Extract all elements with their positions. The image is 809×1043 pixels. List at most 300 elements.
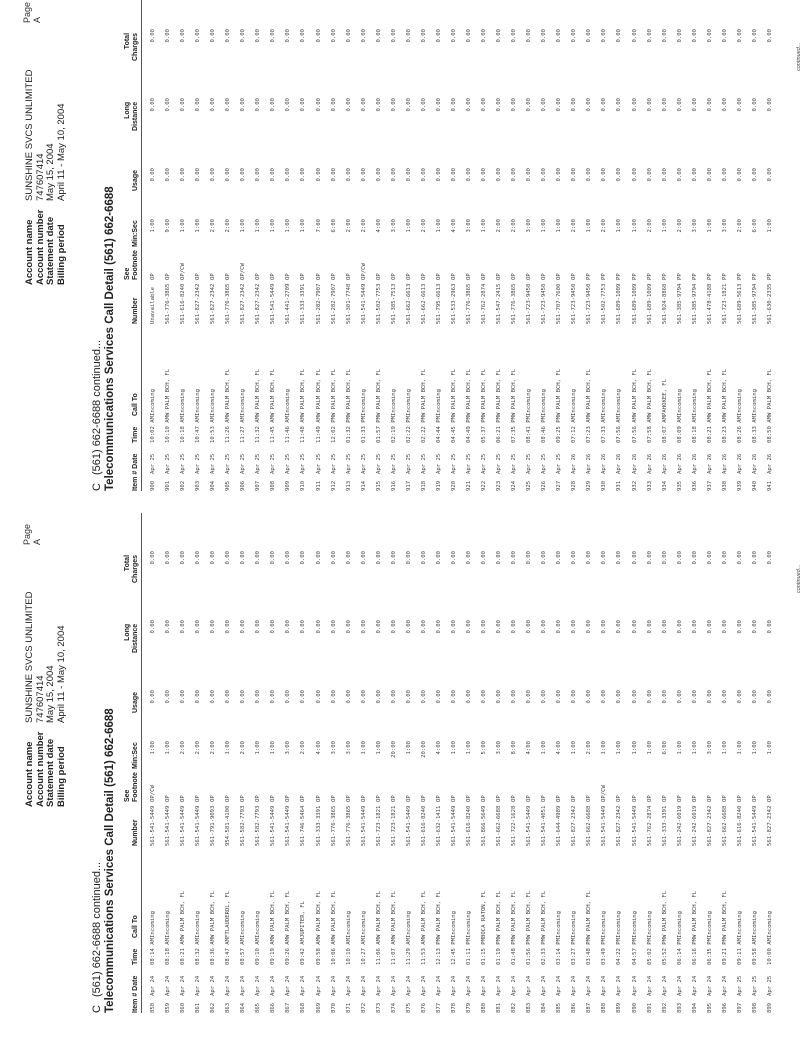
item-number-cell: 908 [270, 480, 277, 491]
usage-cell: 0.00 [556, 690, 563, 704]
footnote-cell: OP [165, 795, 172, 802]
usage-cell: 0.00 [571, 168, 578, 182]
col-item-date: Item # Date [131, 975, 139, 1013]
item-number-cell: 909 [285, 480, 292, 491]
call-to-cell: Incoming [601, 389, 608, 416]
phone-number-cell: 561-723-9450 [571, 283, 578, 324]
min-sec-cell: 1:00 [616, 741, 623, 755]
call-date-cell: Apr 25 [751, 975, 758, 996]
item-number-cell: 922 [481, 480, 488, 491]
col-time: Time [131, 948, 139, 965]
usage-cell: 0.00 [420, 690, 427, 704]
total-charges-cell: 0.00 [165, 551, 172, 565]
call-time-cell: 09:58 AM [315, 938, 322, 965]
call-date-cell: Apr 24 [225, 975, 232, 996]
table-row [643, 0, 658, 491]
total-charges-cell: 0.00 [465, 29, 472, 43]
col-see-footnote [124, 772, 139, 802]
item-number-cell: 913 [345, 480, 352, 491]
call-to-cell: Incoming [706, 911, 713, 938]
call-date-cell: Apr 25 [195, 453, 202, 474]
usage-cell: 0.00 [270, 168, 277, 182]
call-time-cell: 09:11 AM [736, 938, 743, 965]
call-to-cell: W PALM BCH, FL [165, 368, 172, 416]
call-time-cell: 11:32 AM [255, 416, 262, 443]
long-distance-cell: 0.00 [586, 98, 593, 112]
long-distance-cell: 0.00 [511, 98, 518, 112]
total-charges-cell: 0.00 [210, 551, 217, 565]
call-time-cell: 01:56 PM [526, 938, 533, 965]
call-date-cell: Apr 24 [285, 975, 292, 996]
call-to-cell: W PALM BCH, FL [721, 368, 728, 416]
usage-cell: 0.00 [616, 690, 623, 704]
call-date-cell: Apr 25 [360, 453, 367, 474]
long-distance-cell: 0.00 [270, 98, 277, 112]
min-sec-cell: 8:00 [511, 741, 518, 755]
call-time-cell: 09:21 PM [721, 938, 728, 965]
footnote-cell: OP [435, 795, 442, 802]
phone-number-cell: 561-441-2709 [285, 283, 292, 324]
min-sec-cell: 1:00 [150, 741, 156, 755]
table-row [673, 513, 688, 1013]
call-date-cell: Apr 25 [435, 453, 442, 474]
min-sec-cell: 1:00 [691, 741, 698, 755]
table-row [643, 513, 658, 1013]
min-sec-cell: 2:00 [736, 219, 743, 233]
total-charges-cell: 0.00 [195, 551, 202, 565]
item-number-cell: 906 [240, 480, 247, 491]
call-date-cell: Apr 25 [766, 975, 773, 996]
total-charges-cell: 0.00 [571, 551, 578, 565]
phone-number-cell: 561-616-8240 [180, 283, 187, 324]
total-charges-cell: 0.00 [360, 29, 367, 43]
min-sec-cell: 1:00 [150, 219, 156, 233]
min-sec-cell: 3:00 [721, 219, 728, 233]
table-row [161, 513, 176, 1013]
min-sec-cell: 2:00 [225, 219, 232, 233]
min-sec-cell: 20:00 [390, 741, 397, 758]
table-row [567, 513, 582, 1013]
footnote-cell: OP [556, 273, 563, 280]
call-date-cell: Apr 24 [300, 975, 307, 996]
call-date-cell: Apr 25 [496, 453, 503, 474]
call-date-cell: Apr 26 [646, 453, 653, 474]
item-number-cell: 938 [721, 480, 728, 491]
phone-number-cell: 561-541-5449 [526, 805, 533, 846]
min-sec-cell: 2:00 [360, 219, 367, 233]
usage-cell: 0.00 [511, 690, 518, 704]
total-charges-cell: 0.00 [225, 551, 232, 565]
usage-cell: 0.00 [405, 168, 412, 182]
long-distance-cell: 0.00 [435, 620, 442, 634]
usage-cell: 0.00 [691, 690, 698, 704]
total-charges-cell: 0.00 [616, 29, 623, 43]
call-date-cell: Apr 25 [541, 453, 548, 474]
call-time-cell: 01:11 PM [465, 938, 472, 965]
min-sec-cell: 4:00 [450, 219, 457, 233]
call-to-cell: W PALM BCH, FL [435, 890, 442, 938]
phone-number-cell: 561-541-5449 [270, 283, 277, 324]
call-time-cell: 11:29 AM [405, 938, 412, 965]
call-to-cell: Incoming [210, 389, 217, 416]
min-sec-cell: 1:00 [255, 219, 262, 233]
long-distance-cell: 0.00 [150, 620, 156, 634]
total-charges-cell: 0.00 [300, 29, 307, 43]
footnote-cell: OP [496, 273, 503, 280]
table-row [703, 513, 718, 1013]
call-date-cell: Apr 25 [300, 453, 307, 474]
table-row [447, 0, 462, 491]
footnote-cell: OP [766, 795, 773, 802]
call-to-cell: W PALM BCH, FL [526, 890, 533, 938]
call-date-cell: Apr 26 [616, 453, 623, 474]
phone-number-cell: 561-827-2342 [616, 805, 623, 846]
phone-number-cell: 561-541-5449 [601, 805, 608, 846]
total-charges-cell: 0.00 [586, 551, 593, 565]
min-sec-cell: 5:00 [481, 741, 488, 755]
total-charges-cell: 0.00 [646, 551, 653, 565]
call-time-cell: 08:46 PM [541, 416, 548, 443]
long-distance-cell: 0.00 [676, 620, 683, 634]
call-to-cell: FTLAUDERDL, FL [225, 890, 232, 938]
long-distance-cell: 0.00 [646, 98, 653, 112]
col-long-distance-line2: Distance [131, 623, 139, 653]
footnote-cell: OP [450, 795, 457, 802]
footnote-cell: PP [601, 273, 608, 280]
call-to-cell: Incoming [736, 389, 743, 416]
long-distance-cell: 0.00 [405, 620, 412, 634]
footnote-cell: OP/CW [360, 263, 367, 280]
phone-number-cell: 561-541-5449 [360, 805, 367, 846]
table-row [327, 513, 342, 1013]
total-charges-cell: 0.00 [150, 551, 156, 565]
phone-number-cell: 561-333-3391 [300, 283, 307, 324]
table-row [537, 513, 552, 1013]
total-charges-cell: 0.00 [751, 551, 758, 565]
call-time-cell: 08:23 AM [721, 416, 728, 443]
item-number-cell: 863 [225, 1002, 232, 1013]
table-row [432, 0, 447, 491]
call-date-cell: Apr 26 [601, 453, 608, 474]
long-distance-cell: 0.00 [706, 98, 713, 112]
call-detail-rows [146, 0, 778, 491]
table-row [552, 0, 567, 491]
call-date-cell: Apr 25 [526, 453, 533, 474]
phone-number-cell: 561-385-9794 [676, 283, 683, 324]
min-sec-cell: 1:00 [255, 741, 262, 755]
item-number-cell: 919 [435, 480, 442, 491]
item-number-cell: 864 [240, 1002, 247, 1013]
call-date-cell: Apr 25 [450, 453, 457, 474]
min-sec-cell: 1:00 [751, 741, 758, 755]
call-to-cell: Incoming [616, 389, 623, 416]
long-distance-cell: 0.00 [225, 98, 232, 112]
call-to-cell: W PALM BCH, FL [646, 368, 653, 416]
item-number-cell: 872 [360, 1002, 367, 1013]
total-charges-cell: 0.00 [511, 29, 518, 43]
col-see-footnote-line2: Footnote [131, 250, 139, 280]
total-charges-cell: 0.00 [736, 551, 743, 565]
long-distance-cell: 0.00 [496, 620, 503, 634]
account-name-label: Account name [24, 219, 35, 285]
footnote-cell: OP [225, 273, 232, 280]
continued-title [91, 340, 103, 491]
call-date-cell: Apr 25 [481, 453, 488, 474]
call-to-cell: Incoming [691, 389, 698, 416]
long-distance-cell: 0.00 [435, 98, 442, 112]
call-date-cell: Apr 24 [541, 975, 548, 996]
item-number-cell: 869 [315, 1002, 322, 1013]
usage-cell: 0.00 [195, 168, 202, 182]
call-time-cell: 10:27 AM [360, 938, 367, 965]
call-to-cell: Incoming [541, 389, 548, 416]
call-time-cell: 04:57 PM [631, 938, 638, 965]
item-number-cell: 892 [661, 1002, 668, 1013]
item-number-cell: 897 [736, 1002, 743, 1013]
call-time-cell: 08:18 AM [165, 938, 172, 965]
long-distance-cell: 0.00 [556, 620, 563, 634]
total-charges-cell: 0.00 [270, 29, 277, 43]
continued-footer: continued... [796, 564, 802, 593]
total-charges-cell: 0.00 [390, 551, 397, 565]
call-to-cell: W PALM BCH, FL [345, 368, 352, 416]
phone-number-cell: 561-723-9450 [526, 283, 533, 324]
table-row [733, 513, 748, 1013]
long-distance-cell: 0.00 [390, 620, 397, 634]
total-charges-cell: 0.00 [586, 29, 593, 43]
call-date-cell: Apr 24 [450, 975, 457, 996]
long-distance-cell: 0.00 [330, 98, 337, 112]
total-charges-cell: 0.00 [345, 551, 352, 565]
footnote-cell: OP [496, 795, 503, 802]
call-time-cell: 07:12 AM [571, 416, 578, 443]
call-time-cell: 01:57 PM [375, 416, 382, 443]
long-distance-cell: 0.00 [255, 98, 262, 112]
call-date-cell: Apr 25 [330, 453, 337, 474]
min-sec-cell: 2:00 [571, 219, 578, 233]
total-charges-cell: 0.00 [420, 29, 427, 43]
total-charges-cell: 0.00 [375, 551, 382, 565]
table-row [357, 0, 372, 491]
call-to-cell: Incoming [345, 911, 352, 938]
call-date-cell: Apr 26 [661, 453, 668, 474]
usage-cell: 0.00 [496, 168, 503, 182]
call-time-cell: 09:25 PM [556, 416, 563, 443]
account-number-label: Account number [34, 209, 46, 285]
phone-number-cell: 561-776-3865 [225, 283, 232, 324]
call-to-cell: W PALM BCH, FL [496, 368, 503, 416]
call-to-cell: W PALM BCH, FL [420, 368, 427, 416]
account-name-value: SUNSHINE SVCS UNLIMITED [24, 69, 35, 201]
footnote-cell: OP [270, 795, 277, 802]
call-date-cell: Apr 26 [691, 453, 698, 474]
long-distance-cell: 0.00 [631, 98, 638, 112]
footnote-cell: OP [270, 273, 277, 280]
item-number-cell: 861 [195, 1002, 202, 1013]
continued-title-text: (561) 662-6688 continued... [91, 861, 103, 998]
long-distance-cell: 0.00 [646, 620, 653, 634]
phone-number-cell: 561-689-1009 [616, 283, 623, 324]
long-distance-cell: 0.00 [270, 620, 277, 634]
usage-cell: 0.00 [255, 690, 262, 704]
item-number-cell: 891 [646, 1002, 653, 1013]
item-number-cell: 916 [390, 480, 397, 491]
usage-cell: 0.00 [390, 690, 397, 704]
table-row [673, 0, 688, 491]
call-to-cell: Incoming [571, 911, 578, 938]
footnote-cell: OP [541, 273, 548, 280]
min-sec-cell: 1:00 [405, 219, 412, 233]
col-total-charges-line2: Charges [131, 32, 139, 61]
call-time-cell: 07:23 AM [586, 416, 593, 443]
phone-number-cell: 561-827-2342 [240, 283, 247, 324]
phone-number-cell: 561-762-2874 [646, 805, 653, 846]
long-distance-cell: 0.00 [255, 620, 262, 634]
footnote-cell: OP [330, 273, 337, 280]
call-date-cell: Apr 26 [751, 453, 758, 474]
call-date-cell: Apr 26 [736, 453, 743, 474]
min-sec-cell: 3:00 [345, 741, 352, 755]
min-sec-cell: 4:00 [315, 741, 322, 755]
phone-number-cell: 561-547-2415 [496, 283, 503, 324]
total-charges-cell: 0.00 [556, 551, 563, 565]
long-distance-cell: 0.00 [481, 620, 488, 634]
table-row [748, 0, 763, 491]
call-time-cell: 10:10 AM [165, 416, 172, 443]
usage-cell: 0.00 [766, 690, 773, 704]
footnote-cell: OP [255, 273, 262, 280]
call-to-cell: W PALM BCH, FL [330, 890, 337, 938]
total-charges-cell: 0.00 [766, 29, 773, 43]
item-number-cell: 896 [721, 1002, 728, 1013]
footnote-cell: OP [736, 795, 743, 802]
call-date-cell: Apr 24 [315, 975, 322, 996]
table-row [236, 513, 251, 1013]
usage-cell: 0.00 [375, 690, 382, 704]
call-time-cell: 06:21 PM [496, 416, 503, 443]
call-time-cell: 10:53 AM [210, 416, 217, 443]
call-date-cell: Apr 25 [255, 453, 262, 474]
item-number-cell: 931 [616, 480, 623, 491]
long-distance-cell: 0.00 [315, 98, 322, 112]
item-number-cell: 932 [631, 480, 638, 491]
usage-cell: 0.00 [240, 690, 247, 704]
usage-cell: 0.00 [721, 168, 728, 182]
table-row [612, 0, 627, 491]
phone-number-cell: 561-541-5449 [165, 805, 172, 846]
call-date-cell: Apr 24 [330, 975, 337, 996]
call-time-cell: 11:48 AM [300, 416, 307, 443]
call-to-cell: Incoming [360, 389, 367, 416]
usage-cell: 0.00 [586, 690, 593, 704]
long-distance-cell: 0.00 [240, 98, 247, 112]
item-number-cell: 924 [511, 480, 518, 491]
long-distance-cell: 0.00 [450, 620, 457, 634]
min-sec-cell: 1:00 [375, 741, 382, 755]
footnote-cell: OP [526, 795, 533, 802]
col-long-distance-line2: Distance [131, 101, 139, 131]
min-sec-cell: 9:00 [165, 219, 172, 233]
call-time-cell: 11:46 AM [285, 416, 292, 443]
total-charges-cell: 0.00 [691, 551, 698, 565]
long-distance-cell: 0.00 [766, 98, 773, 112]
page-label: Page A [22, 1, 42, 23]
usage-cell: 0.00 [751, 690, 758, 704]
table-row [507, 0, 522, 491]
total-charges-cell: 0.00 [165, 29, 172, 43]
table-row [492, 0, 507, 491]
min-sec-cell: 20:00 [420, 741, 427, 758]
call-date-cell: Apr 25 [465, 453, 472, 474]
total-charges-cell: 0.00 [330, 551, 337, 565]
total-charges-cell: 0.00 [465, 551, 472, 565]
usage-cell: 0.00 [420, 168, 427, 182]
min-sec-cell: 1:00 [405, 741, 412, 755]
item-number-cell: 893 [676, 1002, 683, 1013]
long-distance-cell: 0.00 [766, 620, 773, 634]
footnote-cell: PP [661, 273, 668, 280]
call-date-cell: Apr 25 [375, 453, 382, 474]
call-date-cell: Apr 26 [766, 453, 773, 474]
total-charges-cell: 0.00 [496, 551, 503, 565]
footnote-cell: OP [285, 273, 292, 280]
call-time-cell: 09:42 AM [300, 938, 307, 965]
col-usage: Usage [131, 691, 139, 713]
call-date-cell: Apr 24 [676, 975, 683, 996]
call-time-cell: 02:22 PM [420, 416, 427, 443]
table-row [597, 513, 612, 1013]
footnote-cell: OP [225, 795, 232, 802]
item-number-cell: 923 [496, 480, 503, 491]
phone-number-cell: 561-776-3865 [345, 805, 352, 846]
call-to-cell: Incoming [240, 389, 247, 416]
footnote-cell: OP [435, 273, 442, 280]
usage-cell: 0.00 [315, 168, 322, 182]
call-time-cell: 10:06 AM [330, 938, 337, 965]
call-time-cell: 08:21 AM [706, 416, 713, 443]
call-to-cell: Incoming [150, 389, 156, 416]
long-distance-cell: 0.00 [736, 620, 743, 634]
min-sec-cell: 1:00 [360, 741, 367, 755]
call-date-cell: Apr 26 [676, 453, 683, 474]
call-date-cell: Apr 26 [631, 453, 638, 474]
table-row [251, 513, 266, 1013]
long-distance-cell: 0.00 [601, 620, 608, 634]
phone-number-cell: 561-541-5449 [150, 805, 156, 846]
col-min-sec: Min:Sec [131, 742, 139, 769]
footnote-cell: OP [195, 273, 202, 280]
usage-cell: 0.00 [526, 690, 533, 704]
long-distance-cell: 0.00 [420, 620, 427, 634]
item-number-cell: 926 [541, 480, 548, 491]
table-row [718, 513, 733, 1013]
usage-cell: 0.00 [450, 168, 457, 182]
footnote-cell: OP [255, 795, 262, 802]
usage-cell: 0.00 [360, 690, 367, 704]
table-row [432, 513, 447, 1013]
footnote-cell: OP [450, 273, 457, 280]
call-time-cell: 01:33 PM [360, 416, 367, 443]
phone-number-cell: 561-541-4051 [541, 805, 548, 846]
call-date-cell: Apr 25 [285, 453, 292, 474]
total-charges-cell: 0.00 [300, 551, 307, 565]
call-date-cell: Apr 24 [496, 975, 503, 996]
call-date-cell: Apr 24 [511, 975, 518, 996]
call-time-cell: 06:14 PM [676, 938, 683, 965]
table-row [628, 0, 643, 491]
call-to-cell: W PALM BCH, FL [496, 890, 503, 938]
call-date-cell: Apr 24 [195, 975, 202, 996]
